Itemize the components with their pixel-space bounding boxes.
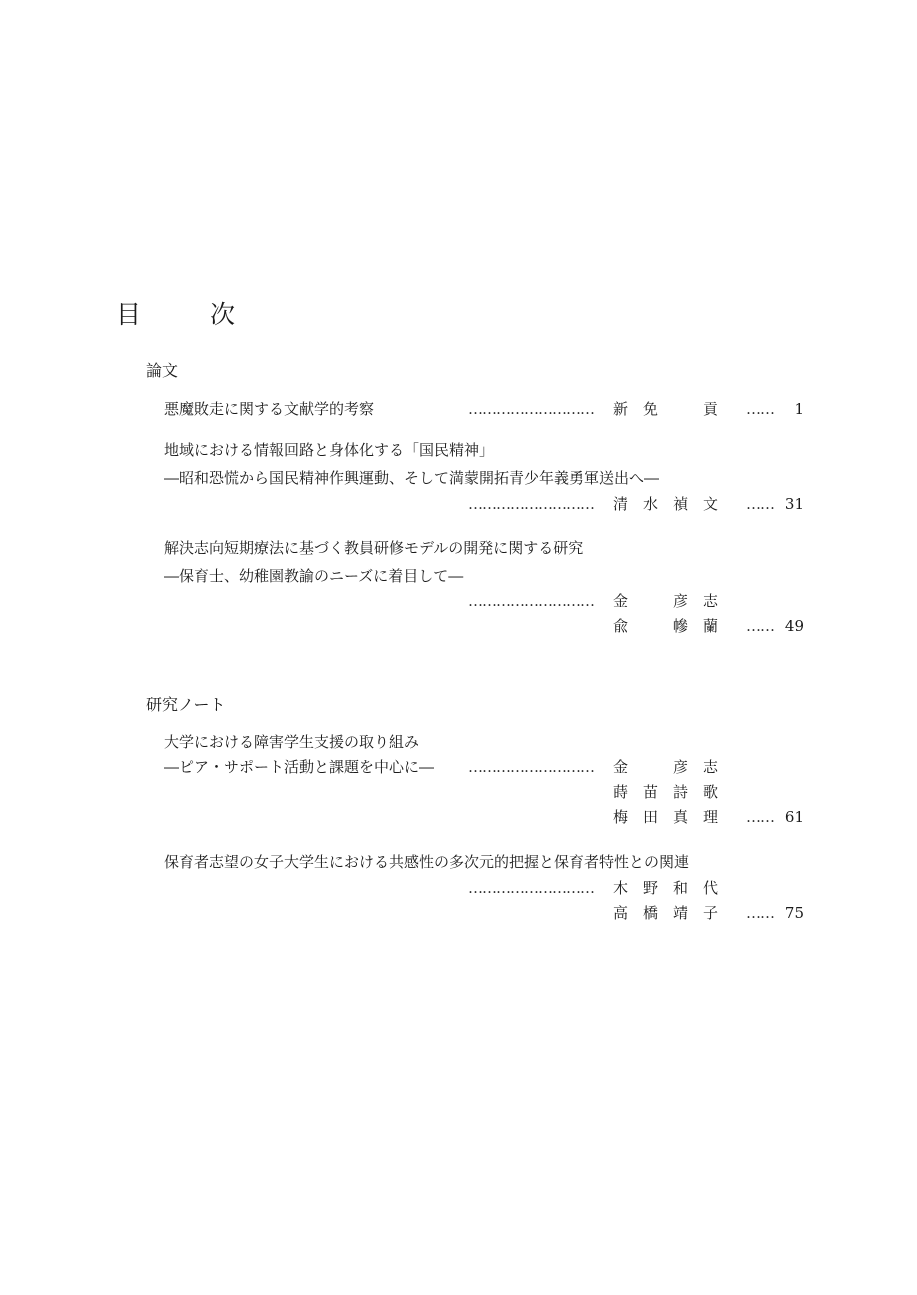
toc-entry-author: 蒔 苗 詩 歌 [613, 783, 719, 801]
toc-entry-page: 49 [784, 617, 804, 635]
leader-dots: ……………………… [468, 879, 594, 897]
leader-dots: ……………………… [468, 495, 594, 513]
toc-entry-author: 新 免 貢 [613, 400, 719, 418]
section-heading-papers: 論文 [146, 361, 179, 380]
leader-dots: ……………………… [468, 758, 594, 776]
toc-entry-author: 清 水 禎 文 [613, 495, 719, 513]
toc-entry-author: 木 野 和 代 [613, 879, 719, 897]
toc-entry-author: 金 彦 志 [613, 592, 719, 610]
toc-entry-author: 梅 田 真 理 [613, 808, 719, 826]
leader-dots: …… [746, 808, 774, 826]
toc-entry-page: 75 [784, 904, 804, 922]
toc-entry-subtitle: ―昭和恐慌から国民精神作興運動、そして満蒙開拓青少年義勇軍送出へ― [164, 469, 660, 487]
toc-entry-author: 高 橋 靖 子 [613, 904, 719, 922]
toc-entry-page: 61 [784, 808, 804, 826]
toc-entry-page: 31 [784, 495, 804, 513]
toc-entry-title: 大学における障害学生支援の取り組み [164, 733, 420, 751]
leader-dots: ……………………… [468, 592, 594, 610]
leader-dots: …… [746, 617, 774, 635]
toc-entry-page: 1 [794, 400, 804, 418]
toc-entry-title: 保育者志望の女子大学生における共感性の多次元的把握と保育者特性との関連 [164, 853, 690, 871]
toc-entry-subtitle: ―ピア・サポート活動と課題を中心に― [164, 758, 435, 776]
section-heading-research-notes: 研究ノート [146, 695, 226, 714]
leader-dots: …… [746, 495, 774, 513]
toc-entry-author: 金 彦 志 [613, 758, 719, 776]
toc-entry-author: 兪 幓 蘭 [613, 617, 719, 635]
toc-entry-title: 悪魔敗走に関する文献学的考察 [164, 400, 375, 418]
leader-dots: …… [746, 904, 774, 922]
leader-dots: ……………………… [468, 400, 594, 418]
leader-dots: …… [746, 400, 774, 418]
toc-entry-subtitle: ―保育士、幼稚園教諭のニーズに着目して― [164, 567, 464, 585]
toc-title: 目 次 [116, 300, 258, 329]
toc-entry-title: 解決志向短期療法に基づく教員研修モデルの開発に関する研究 [164, 539, 584, 557]
toc-entry-title: 地域における情報回路と身体化する「国民精神」 [164, 441, 495, 459]
